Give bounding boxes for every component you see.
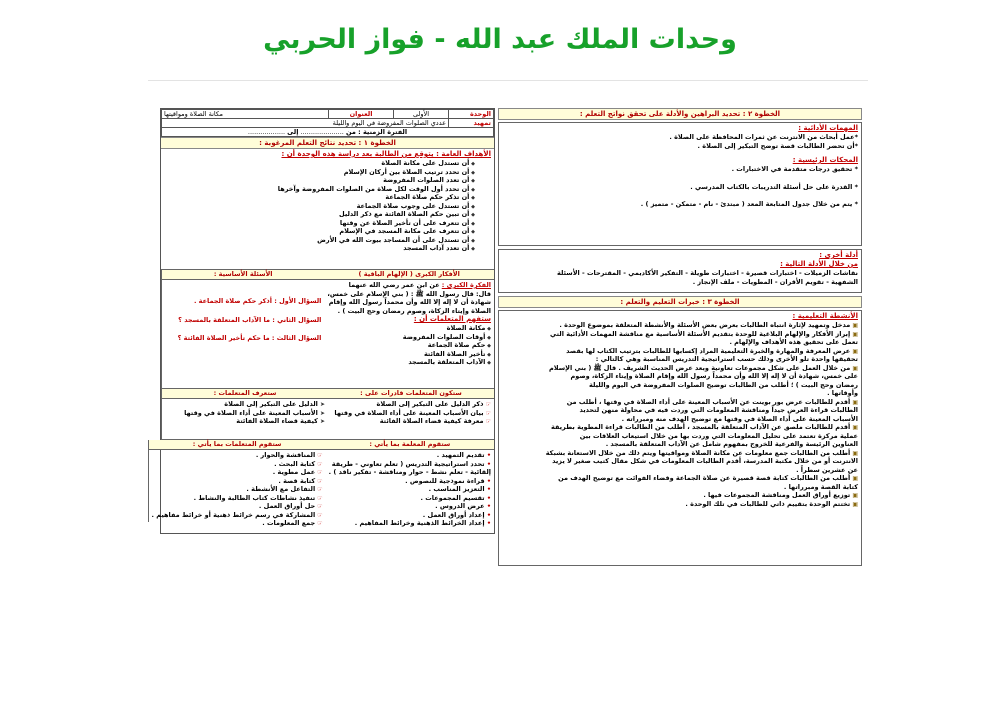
knowledge-item: ➤ الدليل على التبكير إلى الصلاة <box>165 400 325 409</box>
activity-line: الانترنت أو من خلال مكتبة المدرسة، أقدم الطالبات المعلومات في شكل مقال كتيب صغير لا يزيد <box>552 457 858 465</box>
ideas-questions-row <box>161 270 494 389</box>
activity-line: ▣ أطلب من الطالبات جمع معلومات عن مكانة الصلاة ومواقيتها ويتم ذلك من خلال الاستعانة بشبكة <box>502 449 858 458</box>
student-tasks-header: ستقوم المتعلمات بما يأتي : <box>149 440 326 450</box>
step1-header: الخطوة ١ : تحديد نتائج التعلم المرغوبة : <box>161 137 494 149</box>
activity-line: وأوقاتها . <box>827 389 858 397</box>
right-page <box>498 105 862 547</box>
activity-line: ▣ أقدم للطالبات عرض بور بوينت عن الأسباب المعينة على أداء الصلاة في وقتها ، أطلب من <box>502 398 858 407</box>
teacher-task-item: • التعزيز المناسب . <box>329 485 491 494</box>
activity-line: على خمس، شهادة أن لا إله إلا الله وأن محمداً رسول الله وإقام الصلاة وإيتاء الزكاة، وصوم <box>570 372 858 380</box>
performance-tasks-heading: المهمات الأدائية : <box>798 124 858 132</box>
big-ideas-header: الأفكار الكبرى ( الإلهام الباقية ) <box>324 270 494 280</box>
performance-task-item: *أن تحضر الطالبات قصة توضح التبكير إلى الصلاة . <box>697 141 858 150</box>
skill-item: ☞ بيان الأسباب المعينة على أداء الصلاة في وقتها <box>331 409 491 418</box>
goal-item: ◆ أن تتعرف على مكانة المسجد في الإسلام <box>164 227 475 236</box>
understand-item: ◆ الآداب المتعلقة بالمسجد <box>327 358 491 367</box>
activity-line: ▣ أطلب من الطالبات كتابة قصة قصيرة عن صلاة الجماعة وقضاء الفوائت مع توضيح الهدف من <box>502 474 858 483</box>
unit-value: الأولى <box>394 110 449 119</box>
activity-line: كتابة القصة ومبرراتها . <box>783 482 858 491</box>
skills-col <box>328 389 494 439</box>
teacher-tasks-header: ستقوم المعلمة بما يأتي : <box>326 440 494 450</box>
understand-item: ◆ أوقات الصلوات المفروضة <box>327 333 491 342</box>
understand-item: ◆ حكم صلاة الجماعة <box>327 341 491 350</box>
knowledge-col <box>161 389 328 439</box>
goal-item: ◆ أن تتعرف على أن تأخير الصلاة عن وقتها <box>164 219 475 228</box>
knowledge-skills-row <box>161 389 494 440</box>
understand-item: ◆ مكانة الصلاة <box>327 324 491 333</box>
intro-value: عددي الصلوات المفروضة في اليوم والليلة <box>162 119 449 128</box>
student-task-item: ☞ كتابة البحث . <box>152 460 323 469</box>
teacher-task-item: • تقسيم المجموعات . <box>329 494 491 503</box>
big-idea-line: شهادة أن لا إله إلا الله وأن محمداً رسول الله وإقام <box>328 298 491 306</box>
activity-line: رمضان وحج البيت ) ؛ أطلب من الطالبات توضيح الصلوات المفروضة في اليوم والليلة <box>589 380 858 389</box>
question-item: السؤال الأول : أذكر حكم صلاة الجماعة . <box>193 297 322 305</box>
skills-header: ستكون المتعلمات قادرات على : <box>328 389 494 399</box>
teacher-task-item: • عرض الدروس . <box>329 502 491 511</box>
period-label: الفترة الزمنية : من <box>345 128 408 136</box>
unit-meta-table: الوحدة الأولى العنوان مكانة الصلاة ومواقيتها تمهيد عددي الصلوات المفروضة في اليوم والليلة الفترة الزمنية : من ..................... إلى .................. <box>161 109 494 137</box>
goal-item: ◆ أن تستدل على وجوب صلاة الجماعة <box>164 202 475 211</box>
unit-label: الوحدة <box>449 110 494 119</box>
student-task-item: ☞ عمل مطوية . <box>152 468 323 477</box>
tasks-row <box>151 440 494 527</box>
activity-line: الأسباب المعينة على أداء الصلاة في وقتها مع توضيح الهدف منه ومبرراته . <box>621 414 858 423</box>
understand-item: ◆ تأخير الصلاة الفائتة <box>327 350 491 359</box>
title-value: مكانة الصلاة ومواقيتها <box>162 110 329 119</box>
activity-line: عملية مركزة تعتمد على تحليل المعلومات التي وردت بها من خلال استيعاب العلاقات بين <box>579 431 858 440</box>
period-to: إلى <box>287 128 299 136</box>
step3-header: الخطوة ٣ : خبرات التعليم والتعلم : <box>498 296 862 308</box>
questions-header: الأسئلة الأساسية : <box>162 270 324 280</box>
question-item: السؤال الثاني : ما الآداب المتعلقة بالمسجد ؟ <box>178 315 322 324</box>
teacher-tasks-col <box>326 440 494 527</box>
questions-col <box>161 270 324 388</box>
main-criteria-heading: المحكات الرئيسية : <box>792 156 858 164</box>
other-evidence-item: نقاشات الزميلات - اختبارات قصيرة - اختبارات طويلة - التفكير الأكاديمي - المقترحات - الأسئلة <box>557 269 858 277</box>
goal-item: ◆ أن تحدد أول الوقت لكل صلاة من الصلوات المفروضة وآخرها <box>164 185 475 194</box>
student-task-item: ☞ المشاركة في رسم خرائط ذهنية أو خرائط مفاهيم . <box>152 511 323 520</box>
evidence-box <box>498 122 862 246</box>
knowledge-item: ➤ الأسباب المعينة على أداء الصلاة في وقتها <box>165 409 325 418</box>
teacher-task-item: • تقديم التمهيد . <box>329 451 491 460</box>
other-evidence-subheading: من خلال الأدلة التالية : <box>780 260 858 268</box>
other-evidence-box <box>498 249 862 293</box>
student-task-item: ☞ حل أوراق العمل . <box>152 502 323 511</box>
criteria-item: * تحقيق درجات متقدمة في الاختبارات . <box>731 165 858 173</box>
goal-item: ◆ أن تستدل على أن المساجد بيوت الله في الأرض <box>164 236 475 245</box>
other-evidence-heading: أدلة أخرى : <box>819 251 858 259</box>
goal-item: ◆ أن تبين حكم الصلاة الفائتة مع ذكر الدليل <box>164 210 475 219</box>
student-task-item: ☞ تنفيذ نشاطات كتاب الطالبة والنشاط . <box>152 494 323 503</box>
title-label: العنوان <box>329 110 394 119</box>
goal-item: ◆ أن تذكر حكم صلاة الجماعة <box>164 193 475 202</box>
activity-line: ▣ مدخل وتمهيد لإثارة انتباه الطالبات بعرض بعض الأسئلة والأنشطة المتعلقة بموضوع الوحدة . <box>502 321 858 330</box>
skill-item: ☞ ذكر الدليل على التبكير إلى الصلاة <box>331 400 491 409</box>
goal-item: ◆ أن تعدد آداب المسجد <box>164 244 475 253</box>
teacher-task-item: إلقائية - تعلم نشط - حوار ومناقشة - تفكير ناقد ) . <box>328 468 491 476</box>
activities-heading: الأنشطة التعليمية : <box>792 312 858 320</box>
student-tasks-col <box>148 440 326 527</box>
goal-item: ◆ أن تحدد ترتيب الصلاة بين أركان الإسلام <box>164 168 475 177</box>
knowledge-header: ستعرف المتعلمات : <box>162 389 328 399</box>
criteria-item: * يتم من خلال جدول المتابعة المعد ( مبتدئ - نام - متمكن - متميز ) . <box>640 200 858 208</box>
sheet-top-border <box>148 80 868 81</box>
big-ideas-col <box>324 270 494 388</box>
teacher-task-item: • إعداد الخرائط الذهنية وخرائط المفاهيم . <box>329 519 491 528</box>
activity-line: العناوين الرئيسة والفرعية للخروج بمفهوم شامل عن الآداب المتعلقة بالمسجد . <box>605 440 858 448</box>
activity-line: ▣ إبراز الأفكار والإلهام البلاغية للوحدة بتقديم الأسئلة الأساسية مع مناقشة المهمات الأدائية التي <box>502 330 858 339</box>
student-task-item: ☞ جمع المعلومات . <box>152 519 323 528</box>
big-idea-title: الفكرة الكبرى : <box>441 281 491 289</box>
left-page <box>151 108 495 534</box>
knowledge-item: ➤ كيفية قضاء الصلاة الفائتة <box>165 417 325 426</box>
teacher-task-item: • قراءة نموذجية للنصوص . <box>329 477 491 486</box>
other-evidence-item: الشفهية - تقويم الأقران - المطويات - ملف الإنجاز . <box>692 277 858 286</box>
step2-header: الخطوة ٢ : تحديد البراهين والأدلة على تحقق نواتج التعلم : <box>498 108 862 120</box>
performance-task-item: *عمل أبحاث من الانترنت عن ثمرات المحافظة على الصلاة . <box>669 133 858 141</box>
activity-line: الطالبات قراءة العرض جيداً ومناقشة المعلومات التي وردت فيه في محاولة منهن لتحديد <box>579 406 858 414</box>
student-task-item: ☞ التفاعل مع الأنشطة . <box>152 485 323 494</box>
goal-item: ◆ أن تعدد الصلوات المفروضة <box>164 176 475 185</box>
criteria-item: * القدرة على حل أسئلة التدريبات بالكتاب المدرسي . <box>690 182 858 191</box>
intro-label: تمهيد <box>449 119 494 128</box>
activity-line: ▣ تختتم الوحدة بتقييم ذاتي للطالبات في تلك الوحدة . <box>502 500 858 509</box>
student-task-item: ☞ المناقشة والحوار . <box>152 451 323 460</box>
page-title: وحدات الملك عبد الله - فواز الحربي <box>263 24 737 55</box>
understand-heading: ستفهم المتعلمات أن : <box>413 315 491 323</box>
activities-box <box>498 310 862 566</box>
goals-heading: الأهداف العامة : يتوقع من الطالبة بعد دراسة هذه الوحدة أن : <box>281 150 491 158</box>
activity-line: تحقيقها واحدة تلو الأخرى وذلك حسب استراتيجية التدريس المناسبة وهي كالتالي : <box>595 355 858 363</box>
goals-box <box>161 149 494 270</box>
teacher-task-item: • تحدد استراتيجية التدريس ( تعلم تعاوني - طريقة <box>329 460 491 469</box>
teacher-task-item: • إعداد أوراق العمل . <box>329 511 491 520</box>
activity-line: ▣ أقدم للطالبات ملصق عن الآداب المتعلقة بالمسجد ، أطلب من الطالبات قراءة المطوية بطريقة <box>502 423 858 432</box>
goal-item: ◆ أن تستدل على مكانة الصلاة <box>164 159 475 168</box>
question-item: السؤال الثالث : ما حكم تأخير الصلاة الفائتة ؟ <box>177 334 322 342</box>
big-idea-line: قال: قال رسول الله ﷺ : ( بني الإسلام على خمس، <box>327 289 491 298</box>
big-idea-line: عن ابن عمر رضي الله عنهما <box>348 281 440 289</box>
student-task-item: ☞ كتابة قصة . <box>152 477 323 486</box>
activity-line: ▣ توزيع أوراق العمل ومناقشة المجموعات فيها . <box>502 491 858 500</box>
activity-line: تعمل على تحقيق هذه الأهداف والإلهام . <box>729 338 858 346</box>
activity-line: ▣ عرض المعرفة والمهارة والخبرة التعليمية المراد إكسابها للطالبات بترتيب الكتاب لها بقصد <box>502 347 858 356</box>
big-idea-line: الصلاة وإيتاء الزكاة، وصوم رمضان وحج البيت ) . <box>337 306 491 315</box>
skill-item: ☞ معرفة كيفية قضاء الصلاة الفائتة <box>331 417 491 426</box>
activity-line: ▣ من خلال العمل على شكل مجموعات تعاونية وبعد عرض الحديث الشريف . قال ﷺ ( بني الإسلام <box>502 364 858 373</box>
activity-line: عن عشرين سطراً . <box>796 465 858 474</box>
